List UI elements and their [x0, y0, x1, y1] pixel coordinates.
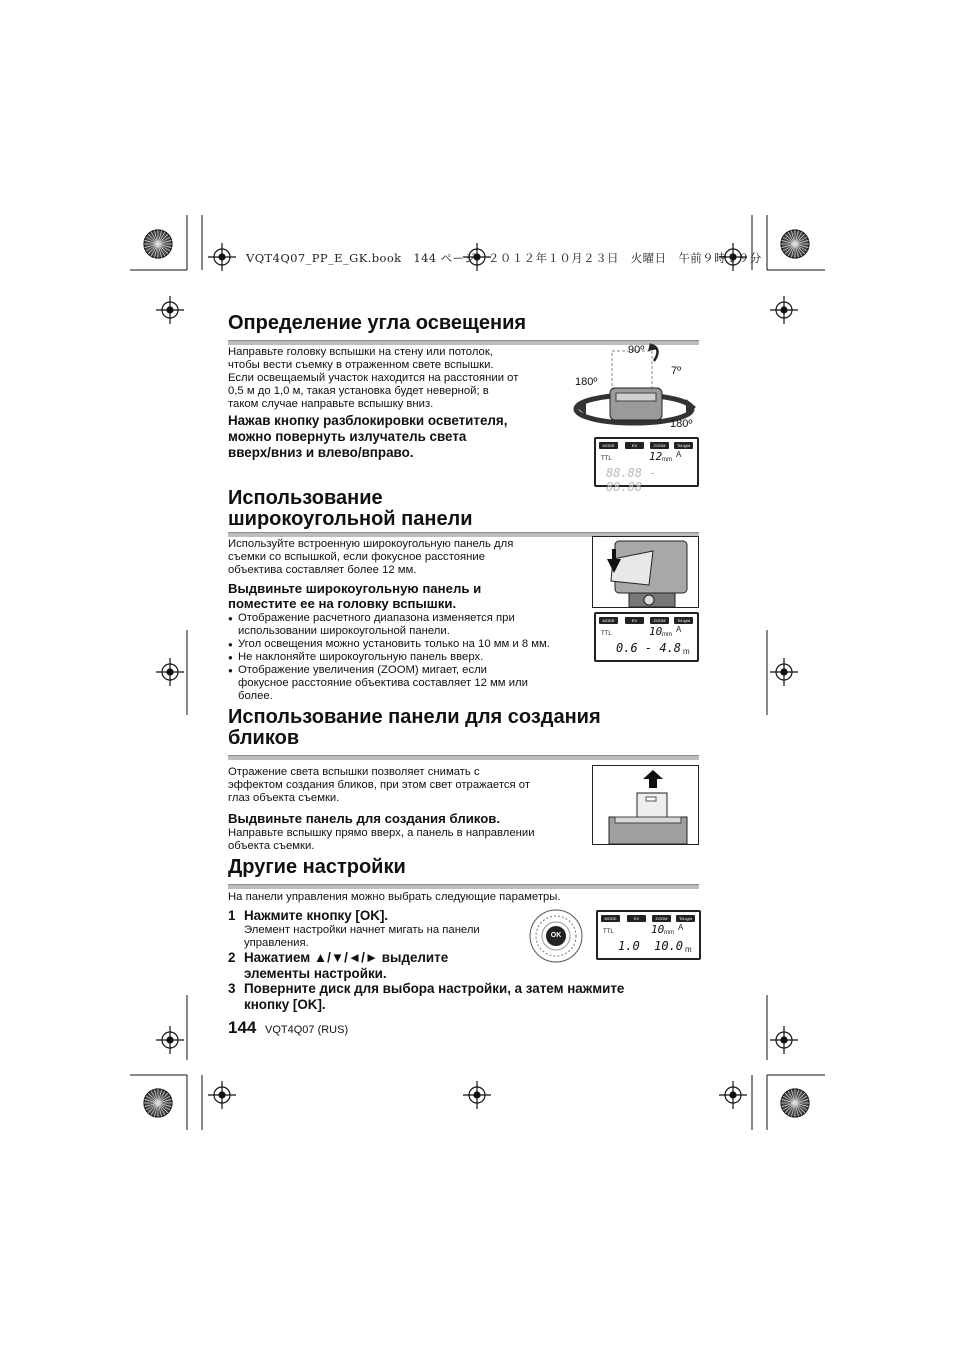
lcd-tag: MODE — [601, 915, 620, 922]
lcd-auto: A — [676, 625, 682, 634]
section-title-other-settings: Другие настройки — [228, 856, 406, 878]
lcd-tag: Ti/Light — [676, 915, 695, 922]
lcd-zoom: 10 — [649, 625, 663, 638]
lcd-auto: A — [678, 923, 684, 932]
angle-up-label: 90º — [628, 344, 645, 356]
lcd-zoom: 10 — [651, 923, 665, 936]
lcd-mode: TTL — [601, 456, 612, 462]
registration-dot — [219, 1092, 225, 1098]
registration-dot — [781, 669, 787, 675]
angle-right-label: 180º — [670, 418, 693, 430]
section-rule — [228, 755, 699, 760]
registration-dot — [781, 307, 787, 313]
catchlight-panel-illustration — [592, 765, 699, 845]
lcd-tag: EV — [625, 617, 644, 624]
section2-bullets — [228, 612, 588, 703]
section3-instruction: Выдвиньте панель для создания бликов. — [228, 811, 501, 826]
step-3: 3 Поверните диск для выбора настройки, а затем нажмите кнопку [OK]. — [228, 981, 625, 1012]
flash-rotation-illustration — [572, 343, 700, 433]
section3-intro: Отражение света вспышки позволяет снимать с эффектом создания бликов, при этом свет отражается от глаз объекта съемки. — [228, 766, 531, 804]
registration-dot — [167, 1037, 173, 1043]
list-item: ● Отображение увеличения (ZOOM) мигает, если фокусное расстояние объектива составляет 12 мм или более. — [228, 664, 588, 703]
section4-intro: На панели управления можно выбрать следующие параметры. — [228, 891, 561, 903]
print-header: VQT4Q07_PP_E_GK.book 144 ページ ２０１２年１０月２３日 火曜日 午前９時１９分 — [246, 251, 762, 265]
lcd-range-unit: m — [685, 945, 692, 954]
lcd-tag: EV — [627, 915, 646, 922]
lcd-unit: mm — [662, 457, 672, 463]
wide-panel-illustration — [592, 536, 699, 608]
section-rule — [228, 884, 699, 889]
page-number: 144 — [228, 1018, 257, 1037]
lcd-tag: EV — [625, 442, 644, 449]
registration-dot — [167, 669, 173, 675]
lcd-tag: ZOOM — [652, 915, 671, 922]
registration-dot — [730, 1092, 736, 1098]
section1-instruction: Нажав кнопку разблокировки осветителя, можно повернуть излучатель света вверх/вниз и влево/вправо. — [228, 413, 508, 460]
lcd-tag: ZOOM — [650, 617, 669, 624]
section-title-angle: Определение угла освещения — [228, 312, 527, 334]
lcd-range: 88.88 - 88.88 — [606, 466, 657, 494]
wide-panel-drawing — [593, 537, 698, 607]
section-title-catchlight: Использование панели для создания бликов — [228, 706, 601, 749]
registration-dot — [781, 1037, 787, 1043]
step-2: 2 Нажатием ▲/▼/◄/► выделите элементы настройки. — [228, 950, 449, 981]
document-code: VQT4Q07 (RUS) — [265, 1024, 349, 1036]
lcd-panel-2 — [594, 612, 699, 662]
list-item: ● Угол освещения можно установить только на 10 мм и 8 мм. — [228, 638, 588, 651]
angle-down-label: 7º — [671, 365, 682, 377]
section2-instruction: Выдвиньте широкоугольную панель и поместите ее на головку вспышки. — [228, 581, 482, 611]
lcd-tag: ZOOM — [650, 442, 669, 449]
lcd-range: 0.6 - 4.8 — [616, 641, 682, 655]
lcd-mode: TTL — [601, 631, 612, 637]
lcd-zoom: 12 — [649, 450, 663, 463]
registration-dot — [474, 1092, 480, 1098]
ok-button: OK — [546, 926, 566, 946]
section1-intro: Направьте головку вспышки на стену или потолок, чтобы вести съемку в отраженном свете вспышки. Если освещаемый участок находится на расстоянии от 0,5 м до 1,0 м, такая установка будет неверной; в таком случае направьте вспышку вниз. — [228, 346, 519, 410]
lcd-panel-1 — [594, 437, 699, 494]
ok-dial-illustration — [528, 908, 584, 964]
section2-intro: Используйте встроенную широкоугольную панель для съемки со вспышкой, если фокусное расстояние объектива составляет более 12 мм. — [228, 538, 514, 576]
list-item: ● Не наклоняйте широкоугольную панель вверх. — [228, 651, 588, 664]
list-item: ● Отображение расчетного диапазона изменяется при использовании широкоугольной панели. — [228, 612, 588, 638]
lcd-range-unit: m — [683, 647, 690, 656]
section3-note: Направьте вспышку прямо вверх, а панель в направлении объекта съемки. — [228, 827, 535, 852]
lcd-unit: mm — [664, 930, 674, 936]
angle-left-label: 180º — [575, 376, 598, 388]
lcd-unit: mm — [662, 632, 672, 638]
registration-dot — [219, 254, 225, 260]
lcd-tag: MODE — [599, 617, 618, 624]
registration-dot — [167, 307, 173, 313]
catchlight-drawing — [593, 766, 698, 844]
lcd-range: 1.0 10.0 — [618, 939, 684, 953]
lcd-mode: TTL — [603, 929, 614, 935]
step-subtext: Элемент настройки начнет мигать на панели управления. — [244, 924, 480, 949]
lcd-auto: A — [676, 450, 682, 459]
lcd-tag: MODE — [599, 442, 618, 449]
lcd-tag: Ti/Light — [674, 442, 693, 449]
step-1: 1 Нажмите кнопку [OK]. Элемент настройки начнет мигать на панели управления. — [228, 908, 528, 950]
section-title-wide-panel: Использование широкоугольной панели — [228, 487, 473, 530]
step-text: Нажмите кнопку [OK]. — [244, 908, 389, 923]
lcd-panel-3 — [596, 910, 701, 960]
lcd-tag: Ti/Light — [674, 617, 693, 624]
